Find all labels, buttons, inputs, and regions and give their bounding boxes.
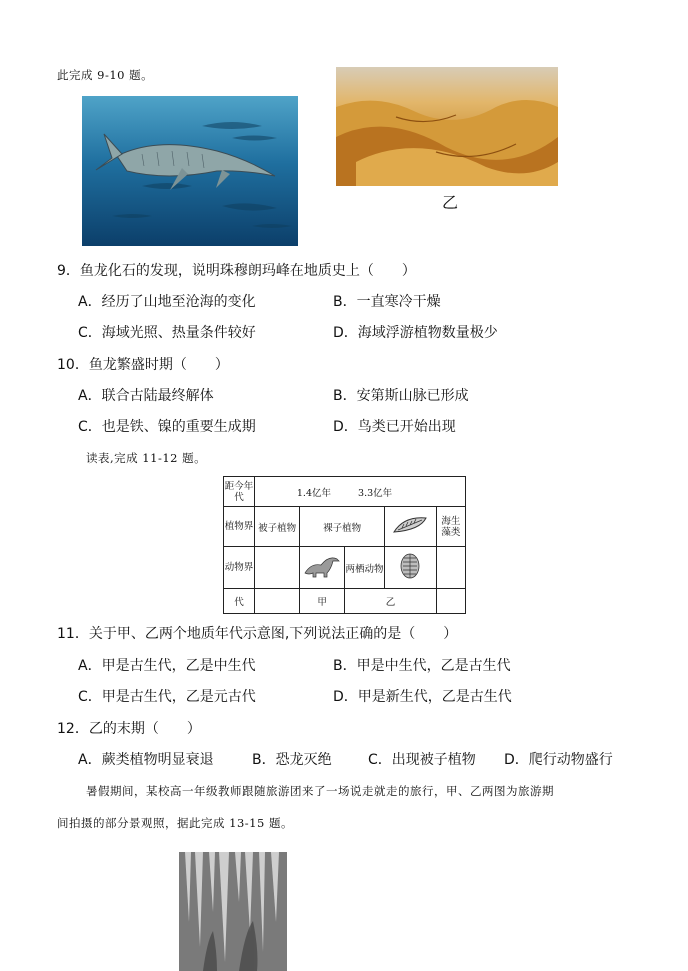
- q9-option-a: A．经历了山地至沧海的变化: [78, 294, 256, 310]
- karst-cave-image: [179, 852, 287, 971]
- q11-option-c: C．甲是古生代，乙是元古代: [78, 689, 256, 705]
- intro-11-12: 读表,完成 11-12 题。: [86, 451, 207, 465]
- q10-option-b: B．安第斯山脉已形成: [333, 388, 469, 404]
- dinosaur-icon: [300, 547, 345, 589]
- q10-option-d: D．鸟类已开始出现: [333, 419, 456, 435]
- cell-era-empty: [254, 589, 299, 614]
- intro-13-15-line1: 暑假期间，某校高一年级教师跟随旅游团来了一场说走就走的旅行，甲、乙两图为旅游期: [86, 784, 554, 798]
- time-label-1: 1.4亿年: [296, 487, 331, 499]
- q12-stem: 12．乙的末期（ ）: [57, 721, 201, 737]
- q9-option-d: D．海域浮游植物数量极少: [333, 325, 498, 341]
- q10-stem: 10．鱼龙繁盛时期（ ）: [57, 357, 229, 373]
- q9-option-b: B．一直寒冷干燥: [333, 294, 441, 310]
- cell-amphibian: 两栖动物: [345, 547, 385, 589]
- cell-era-jia: 甲: [300, 589, 345, 614]
- caption-yi: 乙: [442, 193, 459, 212]
- q11-stem: 11．关于甲、乙两个地质年代示意图,下列说法正确的是（ ）: [57, 626, 458, 642]
- table-time-row: [254, 477, 465, 507]
- table-head-era: 代: [224, 589, 255, 614]
- q12-option-c: C．出现被子植物: [368, 752, 476, 768]
- intro-13-15-line2: 间拍摄的部分景观照，据此完成 13-15 题。: [57, 816, 293, 830]
- cell-algae: 海生藻类: [436, 507, 465, 547]
- table-head-time: 距今年代: [224, 477, 255, 507]
- cell-empty: [254, 547, 299, 589]
- intro-9-10: 此完成 9-10 题。: [57, 68, 154, 82]
- desert-dunes-image: [336, 67, 558, 186]
- q11-option-b: B．甲是中生代，乙是古生代: [333, 658, 511, 674]
- cell-era-yi: 乙: [345, 589, 437, 614]
- ichthyosaur-fossil-image: [82, 96, 298, 246]
- q12-option-a: A．蕨类植物明显衰退: [78, 752, 214, 768]
- cell-era-empty-2: [436, 589, 465, 614]
- time-label-2: 3.3亿年: [358, 487, 393, 499]
- trilobite-icon: [385, 547, 437, 589]
- table-head-animals: 动物界: [224, 547, 255, 589]
- cell-angiosperm: 被子植物: [254, 507, 299, 547]
- geologic-era-table: [223, 476, 466, 614]
- q12-option-b: B．恐龙灭绝: [252, 752, 332, 768]
- cell-empty-2: [436, 547, 465, 589]
- cell-gymnosperm: 裸子植物: [300, 507, 385, 547]
- table-head-plants: 植物界: [224, 507, 255, 547]
- q9-option-c: C．海域光照、热量条件较好: [78, 325, 256, 341]
- q10-option-c: C．也是铁、镍的重要生成期: [78, 419, 256, 435]
- q12-option-d: D．爬行动物盛行: [504, 752, 613, 768]
- fern-icon: [385, 507, 437, 547]
- q10-option-a: A．联合古陆最终解体: [78, 388, 214, 404]
- q11-option-d: D．甲是新生代，乙是古生代: [333, 689, 512, 705]
- q11-option-a: A．甲是古生代，乙是中生代: [78, 658, 256, 674]
- q9-stem: 9．鱼龙化石的发现，说明珠穆朗玛峰在地质史上（ ）: [57, 263, 416, 279]
